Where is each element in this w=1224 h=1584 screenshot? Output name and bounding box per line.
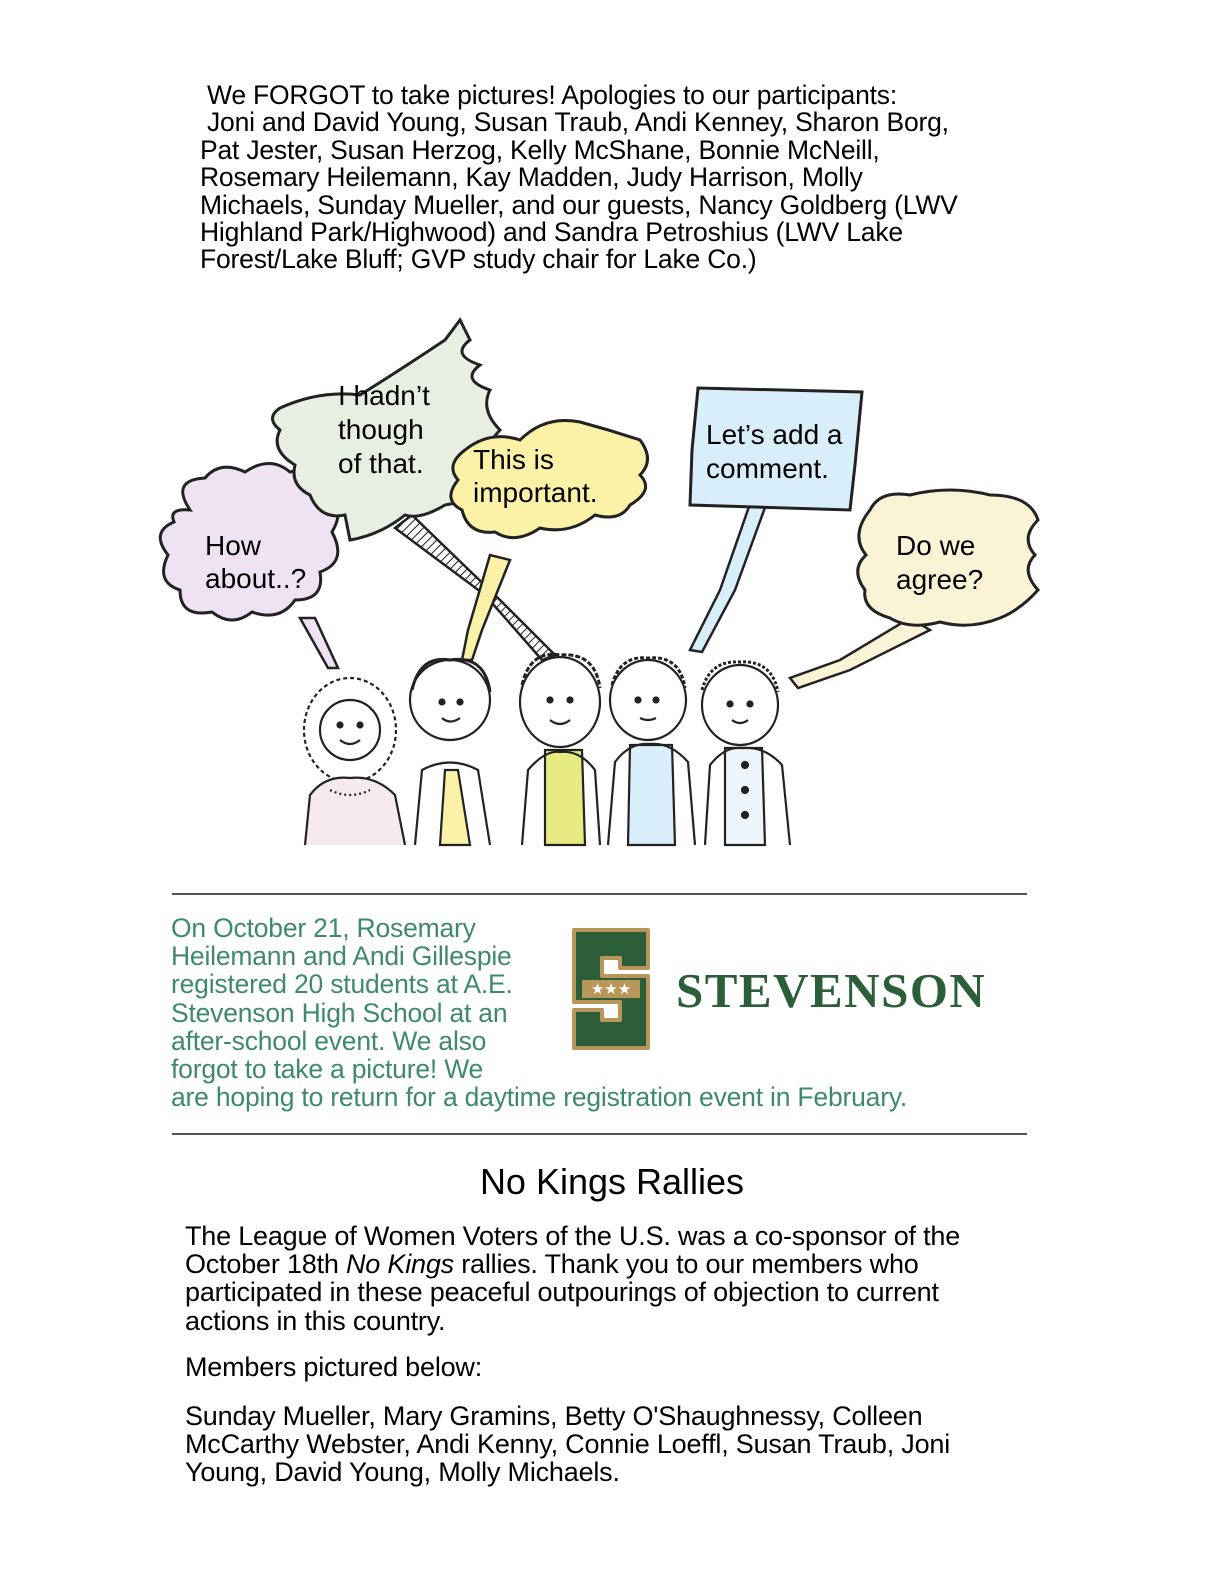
- no-kings-line: actions in this country.: [185, 1305, 446, 1336]
- members-label-text: Members pictured below:: [185, 1352, 483, 1382]
- no-kings-line: The League of Women Voters of the U.S. was a co-sponsor of the: [185, 1221, 961, 1251]
- cartoon-illustration: [150, 300, 1060, 860]
- intro-paragraph: [200, 82, 1040, 274]
- divider-bottom: [172, 1133, 1027, 1135]
- important-text: This is important.: [473, 444, 598, 508]
- stevenson-s-logo-icon: [564, 928, 658, 1050]
- members-line: McCarthy Webster, Andi Kenny, Connie Loeffl, Susan Traub, Joni: [185, 1429, 951, 1460]
- stevenson-line: registered 20 students at A.E.: [171, 969, 513, 1000]
- intro-line: Forest/Lake Bluff; GVP study chair for Lake Co.): [200, 244, 757, 275]
- section-title-no-kings: No Kings Rallies: [479, 1161, 745, 1202]
- intro-line: Highland Park/Highwood) and Sandra Petroshius (LWV Lake: [200, 217, 903, 248]
- stevenson-logo-text: STEVENSON: [676, 963, 987, 1018]
- no-kings-line: participated in these peaceful outpourings of objection to current: [185, 1277, 939, 1308]
- stevenson-line: forgot to take a picture! We: [171, 1054, 484, 1085]
- no-kings-line: [185, 1250, 1055, 1278]
- members-line: Young, David Young, Molly Michaels.: [185, 1457, 620, 1488]
- no-kings-paragraph: [185, 1222, 1055, 1335]
- people-group: [304, 654, 790, 845]
- no-kings-line-post: rallies. Thank you to our members who: [453, 1249, 919, 1280]
- person-3: [520, 654, 600, 845]
- agree-text: Do we agree?: [896, 530, 984, 595]
- stevenson-line: Stevenson High School at an: [171, 997, 508, 1028]
- intro-line: Joni and David Young, Susan Traub, Andi Kenney, Sharon Borg,: [207, 107, 949, 138]
- person-4: [608, 658, 695, 845]
- how-about-text: How about..?: [205, 530, 307, 594]
- no-kings-line-pre: October 18th: [185, 1249, 346, 1280]
- stevenson-line: after-school event. We also: [171, 1025, 487, 1056]
- divider-top: [172, 893, 1027, 895]
- svg-text:★★★: ★★★: [590, 980, 632, 998]
- stevenson-line: are hoping to return for a daytime registration event in February.: [171, 1082, 908, 1113]
- intro-line: Rosemary Heilemann, Kay Madden, Judy Harrison, Molly: [200, 162, 863, 193]
- intro-line: We FORGOT to take pictures! Apologies to our participants:: [207, 80, 897, 110]
- stevenson-line: Heilemann and Andi Gillespie: [171, 941, 512, 972]
- person-2: [410, 659, 490, 845]
- cartoon-drawing: [150, 300, 1060, 860]
- hadnt-text: I hadn’t though of that.: [338, 380, 430, 479]
- members-line: Sunday Mueller, Mary Gramins, Betty O'Shaughnessy, Colleen: [185, 1401, 923, 1431]
- stevenson-line: On October 21, Rosemary: [171, 913, 476, 943]
- members-label: [185, 1353, 1055, 1381]
- comment-text: Let’s add a comment.: [706, 419, 843, 484]
- intro-line: Michaels, Sunday Mueller, and our guests, Nancy Goldberg (LWV: [200, 189, 958, 220]
- person-5: [702, 662, 790, 845]
- no-kings-emphasis: No Kings: [346, 1249, 454, 1280]
- intro-line: Pat Jester, Susan Herzog, Kelly McShane, Bonnie McNeill,: [200, 134, 880, 165]
- person-1: [304, 678, 405, 845]
- members-list: [185, 1402, 1055, 1487]
